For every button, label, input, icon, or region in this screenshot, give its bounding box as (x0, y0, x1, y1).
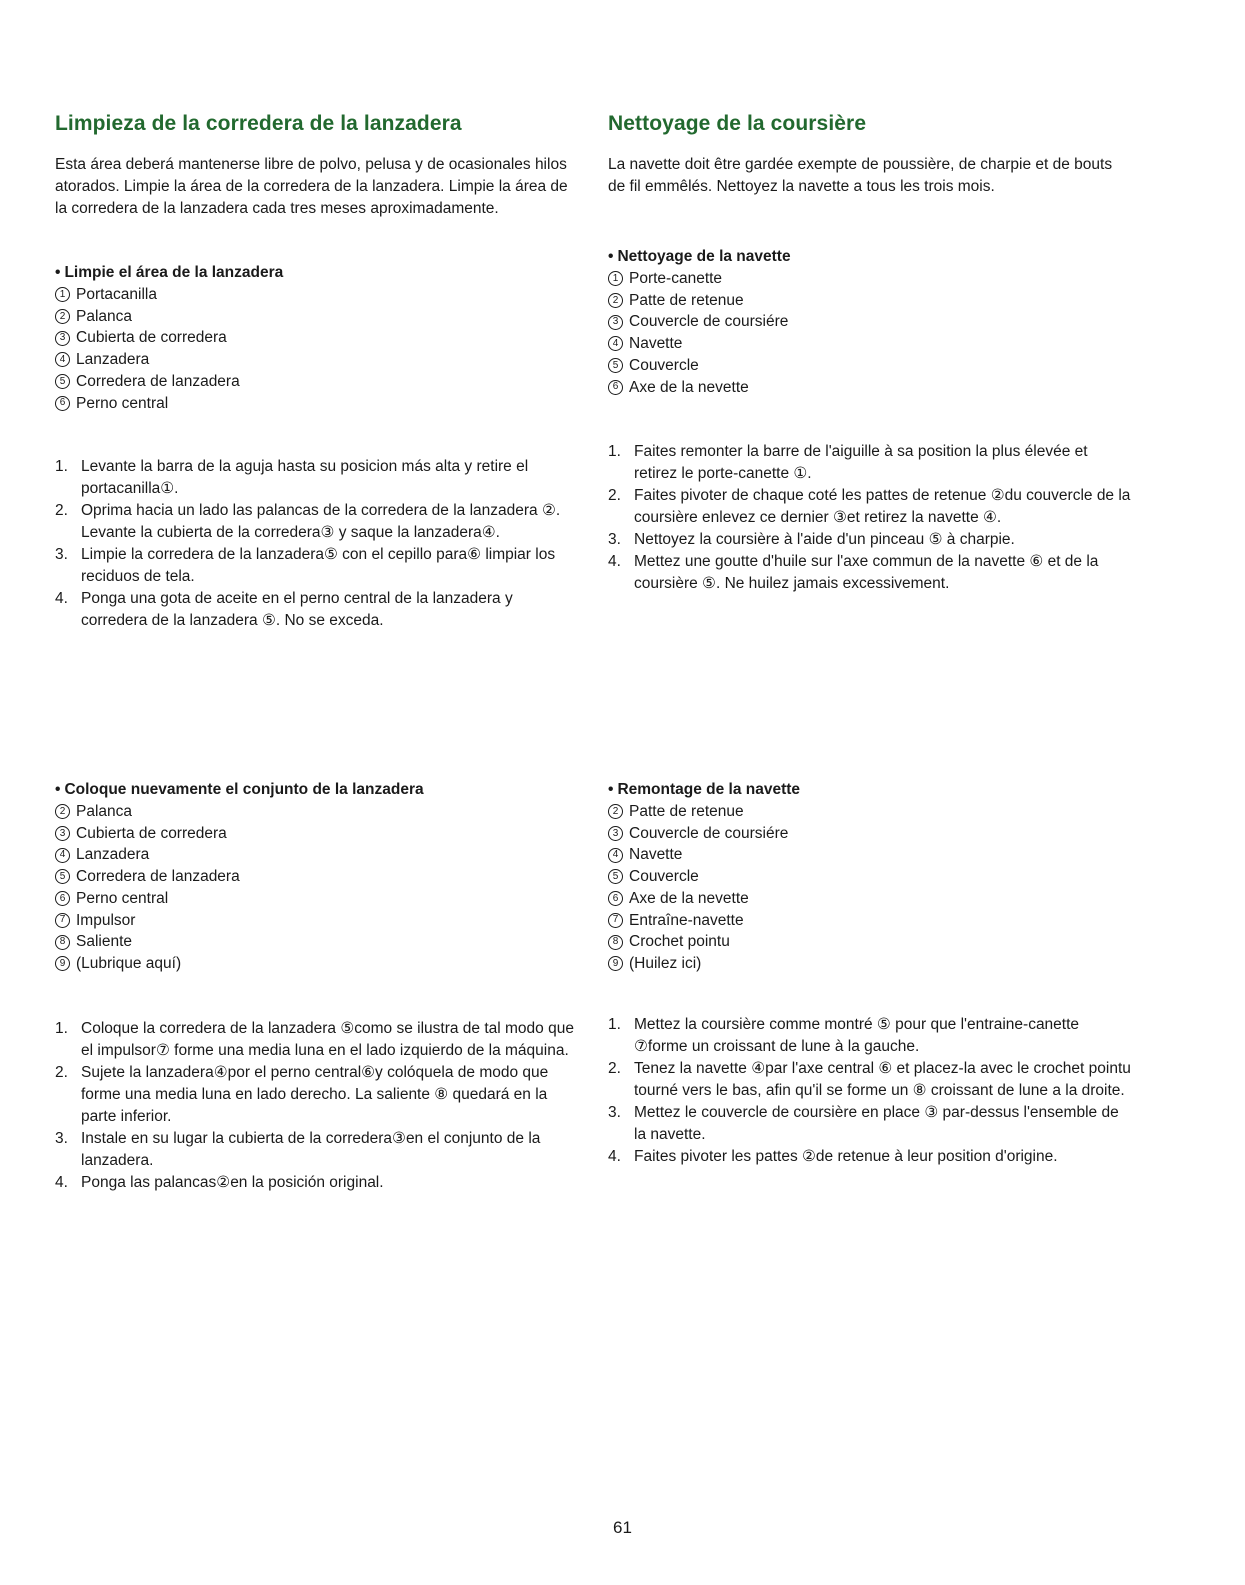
step-text: Ponga las palancas②en la posición original. (81, 1174, 384, 1191)
step-number: 1. (608, 443, 621, 460)
step-number: 1. (608, 1016, 621, 1033)
spanish-section-cleaning (55, 112, 580, 136)
part-label: Patte de retenue (629, 803, 744, 820)
part-number-circle: 3 (608, 315, 623, 330)
steps-list (55, 456, 580, 632)
parts-list (608, 268, 1133, 398)
part-number-circle: 3 (55, 826, 70, 841)
intro-paragraph: Esta área deberá mantenerse libre de polvo, pelusa y de ocasionales hilos atorados. Limpie la área de la corredera de la lanzadera. Limpie la área de la corredera de la lanzadera cada tres meses aproximadamente. (55, 156, 568, 217)
part-label: Porte-canette (629, 270, 723, 287)
intro-paragraph: La navette doit être gardée exempte de poussière, de charpie et de bouts de fil emmêlés. Nettoyez la navette a tous les trois mois. (608, 156, 1113, 195)
steps-block-1 (55, 456, 580, 632)
part-number-circle: 4 (608, 336, 623, 351)
part-number-circle: 3 (608, 826, 623, 841)
part-number-circle: 1 (608, 271, 623, 286)
step-text: Instale en su lugar la cubierta de la corredera③en el conjunto de la lanzadera. (81, 1130, 541, 1169)
part-item (55, 823, 580, 845)
step-item (55, 1172, 580, 1194)
parts-list (55, 801, 580, 975)
part-item (55, 953, 580, 975)
step-number: 4. (55, 1174, 68, 1191)
part-item (608, 866, 1133, 888)
part-label: Perno central (76, 394, 169, 412)
section-title: Limpieza de la corredera de la lanzadera (55, 112, 462, 135)
part-item (608, 355, 1133, 377)
part-item (55, 306, 580, 328)
part-label: Couvercle de coursiére (629, 313, 789, 331)
step-number: 2. (55, 1064, 68, 1081)
step-number: 2. (608, 1060, 621, 1077)
steps-list (608, 441, 1133, 595)
step-item (608, 1058, 1133, 1102)
step-number: 2. (608, 487, 621, 504)
parts-block-1 (55, 262, 580, 414)
part-label: (Huilez ici) (629, 954, 702, 972)
part-number-circle: 7 (608, 913, 623, 928)
part-number-circle: 6 (608, 891, 623, 906)
part-label: Crochet pointu (629, 933, 730, 951)
part-item (608, 844, 1133, 866)
step-item (55, 456, 580, 500)
step-number: 4. (608, 553, 621, 570)
parts-block-1 (608, 246, 1133, 398)
part-item (608, 910, 1133, 932)
parts-list (55, 284, 580, 414)
step-item (608, 1146, 1133, 1168)
step-item (608, 441, 1133, 485)
step-number: 4. (608, 1148, 621, 1165)
part-label: Navette (629, 335, 683, 353)
step-text: Faites pivoter les pattes ②de retenue à leur position d'origine. (634, 1148, 1058, 1165)
part-number-circle: 5 (608, 358, 623, 373)
parts-block-2 (608, 779, 1133, 975)
steps-list (608, 1014, 1133, 1168)
part-item (608, 931, 1133, 953)
subheading: • Limpie el área de la lanzadera (55, 264, 284, 281)
part-item (55, 284, 580, 306)
part-label: Couvercle (629, 868, 699, 886)
part-label: Navette (629, 846, 683, 864)
step-text: Limpie la corredera de la lanzadera⑤ con el cepillo para⑥ limpiar los reciduos de tela. (81, 546, 556, 585)
part-label: Palanca (76, 307, 133, 325)
part-item (55, 866, 580, 888)
subheading: • Nettoyage de la navette (608, 248, 791, 265)
step-item (55, 588, 580, 632)
part-label: Perno central (76, 889, 169, 907)
step-item (55, 544, 580, 588)
part-label: Couvercle de coursiére (629, 824, 789, 842)
part-label: Portacanilla (76, 286, 157, 303)
step-number: 3. (608, 531, 621, 548)
step-number: 4. (55, 590, 68, 607)
part-number-circle: 4 (608, 848, 623, 863)
step-item (608, 529, 1133, 551)
part-label: Impulsor (76, 911, 136, 929)
step-text: Levante la barra de la aguja hasta su posicion más alta y retire el portacanilla①. (81, 458, 529, 497)
step-item (608, 551, 1133, 595)
step-text: Tenez la navette ④par l'axe central ⑥ et placez-la avec le crochet pointu tourné vers le bas, afin qu'il se forme un ⑧ croissant de lune a la droite. (634, 1060, 1131, 1099)
part-number-circle: 1 (55, 287, 70, 302)
part-item (55, 910, 580, 932)
steps-block-2 (608, 1014, 1133, 1168)
part-number-circle: 2 (608, 804, 623, 819)
part-item (55, 888, 580, 910)
part-number-circle: 8 (608, 935, 623, 950)
part-item (55, 371, 580, 393)
part-number-circle: 2 (55, 804, 70, 819)
step-item (55, 1128, 580, 1172)
step-number: 1. (55, 458, 68, 475)
part-number-circle: 4 (55, 848, 70, 863)
part-label: Lanzadera (76, 846, 150, 864)
part-item (608, 801, 1133, 823)
part-number-circle: 4 (55, 352, 70, 367)
part-item (608, 311, 1133, 333)
part-item (55, 327, 580, 349)
part-label: Corredera de lanzadera (76, 372, 240, 390)
part-label: Patte de retenue (629, 291, 744, 309)
part-number-circle: 2 (608, 293, 623, 308)
step-item (55, 500, 580, 544)
part-number-circle: 6 (55, 396, 70, 411)
step-text: Faites remonter la barre de l'aiguille à sa position la plus élevée et retirez le porte-canette ①. (634, 443, 1088, 482)
part-label: Axe de la nevette (629, 889, 749, 907)
part-label: Couvercle (629, 356, 699, 374)
steps-block-1 (608, 441, 1133, 595)
part-item (608, 377, 1133, 399)
part-item (608, 823, 1133, 845)
part-label: Cubierta de corredera (76, 824, 227, 842)
part-number-circle: 5 (608, 869, 623, 884)
step-item (608, 1014, 1133, 1058)
step-number: 3. (55, 546, 68, 563)
part-item (55, 393, 580, 415)
part-item (55, 801, 580, 823)
part-label: Lanzadera (76, 351, 150, 369)
part-item (608, 888, 1133, 910)
part-number-circle: 2 (55, 309, 70, 324)
subheading: • Coloque nuevamente el conjunto de la lanzadera (55, 781, 424, 798)
part-item (55, 931, 580, 953)
part-item (608, 290, 1133, 312)
part-number-circle: 5 (55, 869, 70, 884)
part-label: Palanca (76, 803, 133, 820)
part-label: Cubierta de corredera (76, 329, 227, 347)
section-title: Nettoyage de la coursière (608, 112, 867, 135)
part-item (55, 844, 580, 866)
step-item (608, 1102, 1133, 1146)
part-item (608, 268, 1133, 290)
part-number-circle: 9 (608, 956, 623, 971)
step-text: Mettez une goutte d'huile sur l'axe commun de la navette ⑥ et de la coursière ⑤. Ne huilez jamais excessivement. (634, 553, 1099, 592)
part-number-circle: 7 (55, 913, 70, 928)
step-item (55, 1018, 580, 1062)
step-item (55, 1062, 580, 1128)
step-number: 3. (55, 1130, 68, 1147)
step-number: 2. (55, 502, 68, 519)
part-item (608, 953, 1133, 975)
part-item (608, 333, 1133, 355)
step-text: Mettez la coursière comme montré ⑤ pour que l'entraine-canette ⑦forme un croissant de lune à la gauche. (634, 1016, 1080, 1055)
step-text: Ponga una gota de aceite en el perno central de la lanzadera y corredera de la lanzadera ⑤. No se exceda. (81, 590, 513, 629)
step-text: Faites pivoter de chaque coté les pattes de retenue ②du couvercle de la coursière enlevez ce dernier ③et retirez la navette ④. (634, 487, 1131, 526)
steps-block-2 (55, 1018, 580, 1194)
part-label: (Lubrique aquí) (76, 954, 182, 972)
part-number-circle: 5 (55, 374, 70, 389)
step-text: Oprima hacia un lado las palancas de la corredera de la lanzadera ②. Levante la cubierta de la corredera③ y saque la lanzadera④. (81, 502, 561, 541)
step-number: 3. (608, 1104, 621, 1121)
part-number-circle: 6 (55, 891, 70, 906)
part-label: Axe de la nevette (629, 378, 749, 396)
step-number: 1. (55, 1020, 68, 1037)
part-number-circle: 9 (55, 956, 70, 971)
page-number: 61 (613, 1518, 632, 1537)
subheading: • Remontage de la navette (608, 781, 801, 798)
part-number-circle: 6 (608, 380, 623, 395)
parts-block-2 (55, 779, 580, 975)
part-number-circle: 8 (55, 935, 70, 950)
step-text: Mettez le couvercle de coursière en place ③ par-dessus l'ensemble de la navette. (634, 1104, 1119, 1143)
part-number-circle: 3 (55, 331, 70, 346)
part-item (55, 349, 580, 371)
steps-list (55, 1018, 580, 1194)
step-text: Coloque la corredera de la lanzadera ⑤como se ilustra de tal modo que el impulsor⑦ forme una media luna en el lado izquierdo de la máquina. (81, 1020, 574, 1059)
step-text: Nettoyez la coursière à l'aide d'un pinceau ⑤ à charpie. (634, 531, 1015, 548)
french-section-cleaning (608, 112, 1133, 136)
step-item (608, 485, 1133, 529)
part-label: Entraîne-navette (629, 911, 744, 929)
part-label: Saliente (76, 933, 133, 951)
step-text: Sujete la lanzadera④por el perno central⑥y colóquela de modo que forme una media luna en lado derecho. La saliente ⑧ quedará en la parte inferior. (81, 1064, 549, 1125)
parts-list (608, 801, 1133, 975)
part-label: Corredera de lanzadera (76, 868, 240, 886)
